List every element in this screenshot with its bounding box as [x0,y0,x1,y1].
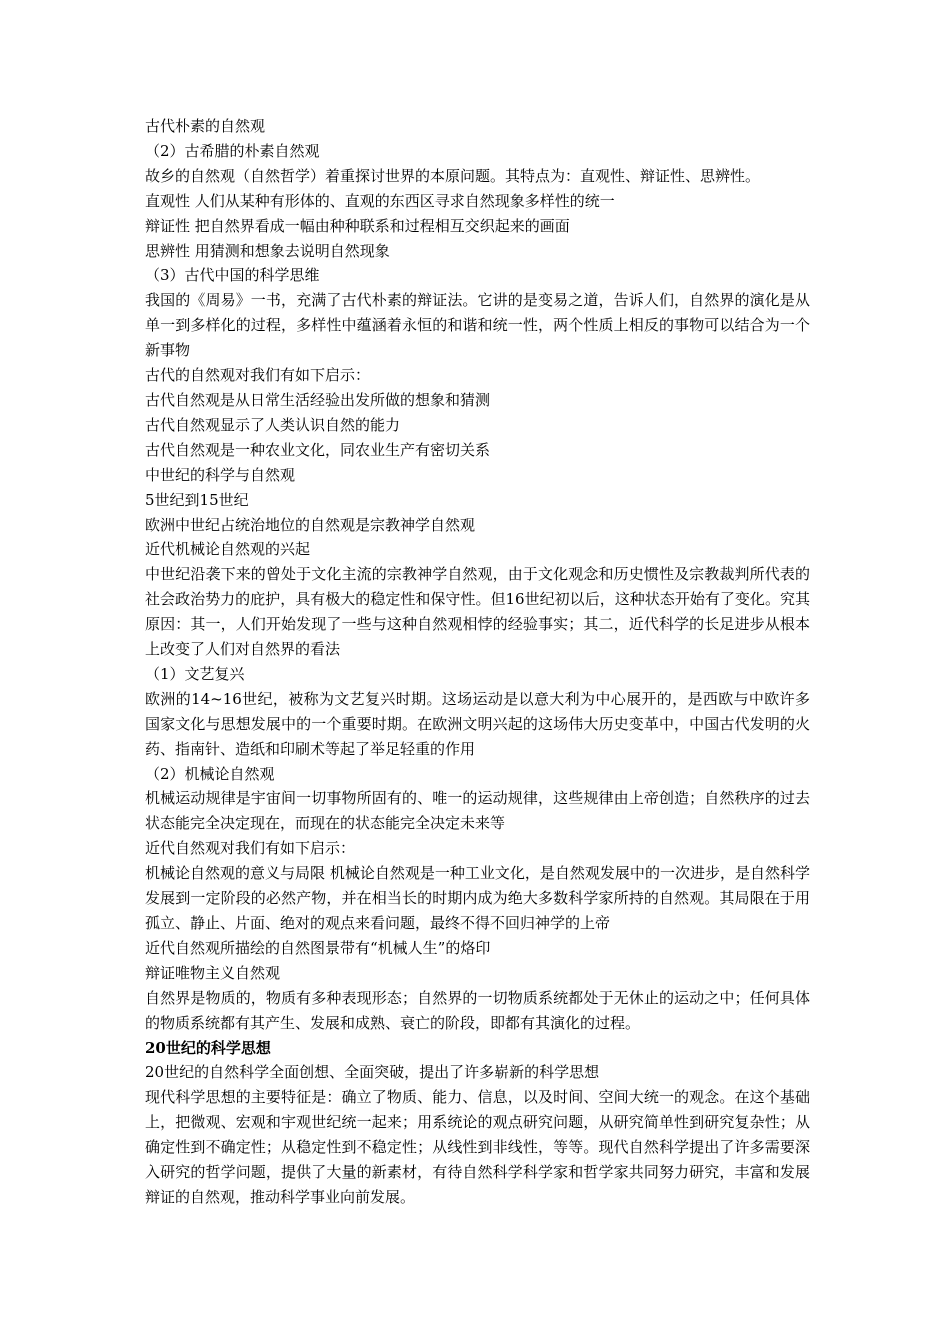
paragraph-lesson-1: 古代自然观是从日常生活经验出发所做的想象和猜测 [145,390,491,409]
paragraph-speculative: 思辨性 用猜测和想象去说明自然现象 [145,241,390,260]
paragraph-mechanism-significance: 机械论自然观的意义与局限 机械论自然观是一种工业文化，是自然观发展中的一次进步，是自然科学发展到一定阶段的必然产物，并在相当长的时期内成为绝大多数科学家所持的自然观。其局限在于用孤立、静止、片面、绝对的观点来看问题，最终不得不回归神学的上帝 [145,864,810,932]
paragraph-zhouyi: 我国的《周易》一书，充满了古代朴素的辩证法。它讲的是变易之道，告诉人们，自然界的演化是从单一到多样化的过程，多样性中蕴涵着永恒的和谐和统一性，两个性质上相反的事物可以结合为一个新事物 [145,291,810,360]
document-page [145,114,810,1210]
paragraph-mechanical-life: 近代自然观所描绘的自然图景带有“机械人生”的烙印 [145,938,491,957]
heading-mechanism-rise: 近代机械论自然观的兴起 [145,540,311,559]
paragraph-material-world: 自然界是物质的，物质有多种表现形态；自然界的一切物质系统都处于无休止的运动之中；任何具体的物质系统都有其产生、发展和成熟、衰亡的阶段，即都有其演化的过程。 [145,988,810,1032]
paragraph-modern-features: 现代科学思想的主要特征是：确立了物质、能力、信息，以及时间、空间大统一的观念。在这个基础上，把微观、宏观和宇观世纪统一起来；用系统论的观点研究问题，从研究简单性到研究复杂性；从确定性到不确定性；从稳定性到不稳定性；从线性到非线性，等等。现代自然科学提出了许多需要深入研究的哲学问题，提供了大量的新素材，有待自然科学科学家和哲学家共同努力研究，丰富和发展辩证的自然观，推动科学事业向前发展。 [145,1088,810,1206]
paragraph-centuries: 5世纪到15世纪 [145,490,249,509]
paragraph-intuitive: 直观性 人们从某种有形体的、直观的东西区寻求自然现象多样性的统一 [145,191,615,210]
paragraph-theology: 欧洲中世纪占统治地位的自然观是宗教神学自然观 [145,515,476,534]
heading-20th-century: 20世纪的科学思想 [145,1038,271,1057]
paragraph-lesson-2: 古代自然观显示了人类认识自然的能力 [145,415,401,434]
paragraph-medieval-change: 中世纪沿袭下来的曾处于文化主流的宗教神学自然观，由于文化观念和历史惯性及宗教裁判所代表的社会政治势力的庇护，具有极大的稳定性和保守性。但16世纪初以后，这种状态开始有了变化。究其原因：其一，人们开始发现了一些与这种自然观相悖的经验事实；其二，近代科学的长足进步从根本上改变了人们对自然界的看法 [145,565,810,659]
paragraph-mechanical-laws: 机械运动规律是宇宙间一切事物所固有的、唯一的运动规律，这些规律由上帝创造；自然秩序的过去状态能完全决定现在，而现在的状态能完全决定未来等 [145,789,810,833]
paragraph-20th-innovation: 20世纪的自然科学全面创想、全面突破，提出了许多崭新的科学思想 [145,1063,600,1082]
paragraph-lesson-3: 古代自然观是一种农业文化，同农业生产有密切关系 [145,440,491,459]
paragraph-natural-philosophy: 故乡的自然观（自然哲学）着重探讨世界的本原问题。其特点为：直观性、辩证性、思辨性。 [145,166,761,185]
paragraph-ancient-lessons: 古代的自然观对我们有如下启示： [145,366,371,385]
heading-medieval: 中世纪的科学与自然观 [145,465,296,484]
subheading-ancient-china: （3）古代中国的科学思维 [145,266,320,285]
paragraph-renaissance: 欧洲的14~16世纪，被称为文艺复兴时期。这场运动是以意大利为中心展开的，是西欧与中欧许多国家文化与思想发展中的一个重要时期。在欧洲文明兴起的这场伟大历史变革中，中国古代发明的火药、指南针、造纸和印刷术等起了举足轻重的作用 [145,689,810,758]
subheading-renaissance: （1）文艺复兴 [145,664,245,683]
subheading-mechanism: （2）机械论自然观 [145,764,275,783]
heading-dialectical-materialism: 辩证唯物主义自然观 [145,963,281,982]
heading-ancient-naive-view: 古代朴素的自然观 [145,117,266,135]
subheading-ancient-greece: （2）古希腊的朴素自然观 [145,141,320,160]
paragraph-dialectical: 辩证性 把自然界看成一幅由种种联系和过程相互交织起来的画面 [145,216,570,235]
paragraph-modern-lessons: 近代自然观对我们有如下启示： [145,839,356,858]
